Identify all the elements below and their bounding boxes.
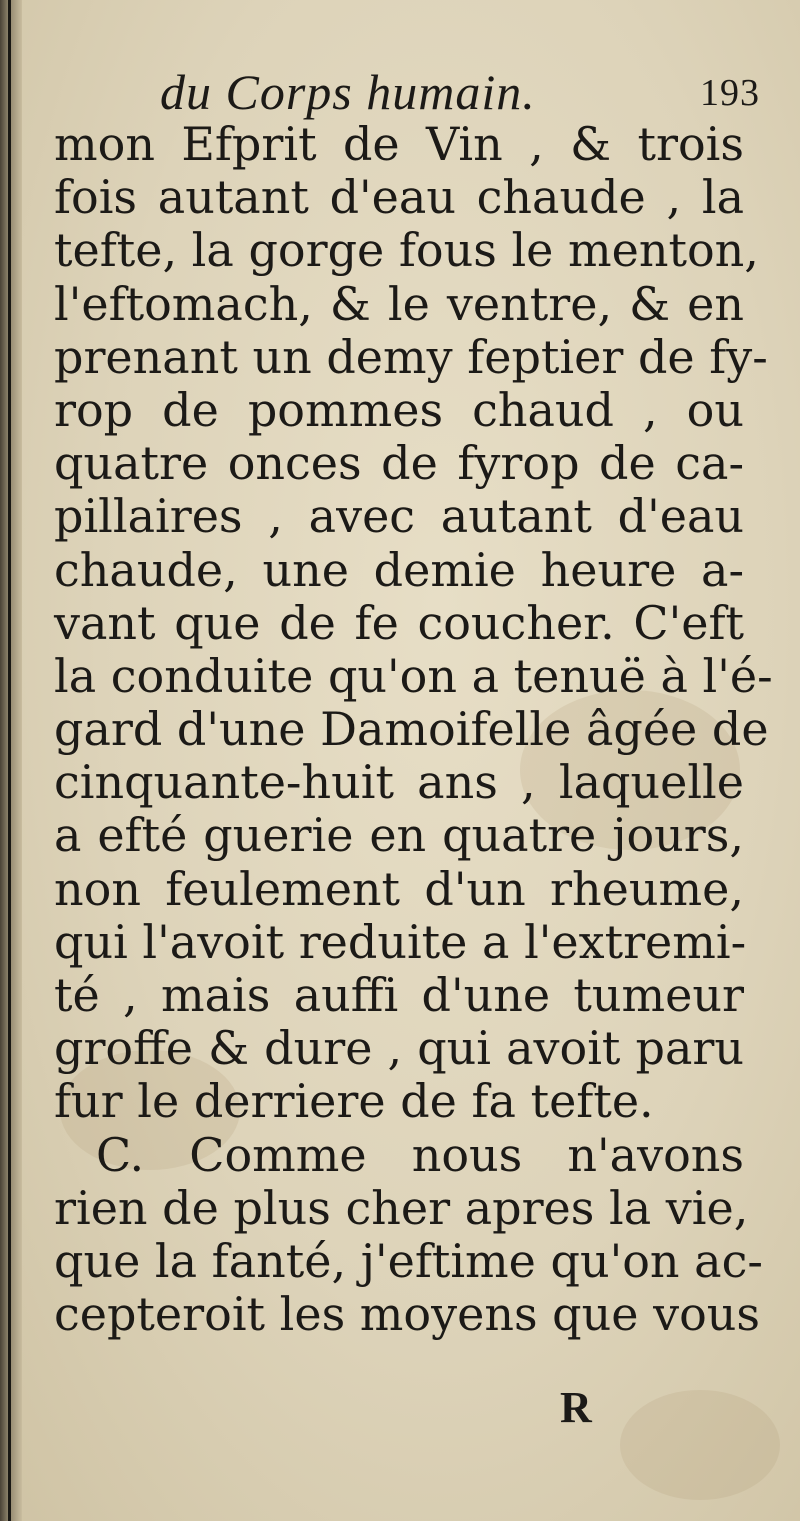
text-line: rien de plus cher apres la vie,: [54, 1180, 749, 1235]
text-line: mon Efprit de Vin , & trois: [54, 117, 744, 171]
text-line: que la fanté, j'eftime qu'on ac-: [54, 1233, 763, 1288]
body-text: [54, 117, 773, 1342]
text-line: non feulement d'un rheume,: [54, 861, 744, 916]
signature-mark: R: [560, 1383, 592, 1432]
text-line: rop de pommes chaud , ou: [54, 382, 744, 437]
text-line: chaude, une demie heure a-: [54, 542, 744, 597]
paragraph-start-line: C. Comme nous n'avons: [96, 1127, 744, 1182]
text-line: la conduite qu'on a tenuë à l'é-: [54, 648, 773, 703]
text-line: cinquante-huit ans , laquelle: [54, 755, 744, 810]
text-line: quatre onces de fyrop de ca-: [54, 436, 744, 491]
paper-stain: [620, 1390, 780, 1500]
text-line: pillaires , avec autant d'eau: [54, 489, 744, 544]
running-head: du Corps humain.: [160, 64, 536, 120]
text-line: gard d'une Damoifelle âgée de: [54, 702, 769, 757]
page-number: 193: [700, 72, 760, 114]
text-line: vant que de fe coucher. C'eft: [54, 595, 744, 650]
binding-line: [8, 0, 11, 1521]
text-line: fur le derriere de fa tefte.: [54, 1074, 654, 1129]
text-line: a efté guerie en quatre jours,: [54, 808, 744, 863]
text-line: qui l'avoit reduite a l'extremi-: [54, 914, 747, 969]
text-line: cepteroit les moyens que vous: [54, 1287, 761, 1342]
text-line: prenant un demy feptier de fy-: [54, 329, 768, 384]
text-line: groffe & dure , qui avoit paru: [54, 1021, 744, 1076]
page-binding-edge: [0, 0, 22, 1521]
text-line: té , mais auffi d'une tumeur: [54, 968, 744, 1022]
text-line: l'eftomach, & le ventre, & en: [54, 276, 744, 331]
text-line: tefte, la gorge fous le menton,: [54, 223, 759, 278]
text-line: fois autant d'eau chaude , la: [54, 170, 744, 225]
